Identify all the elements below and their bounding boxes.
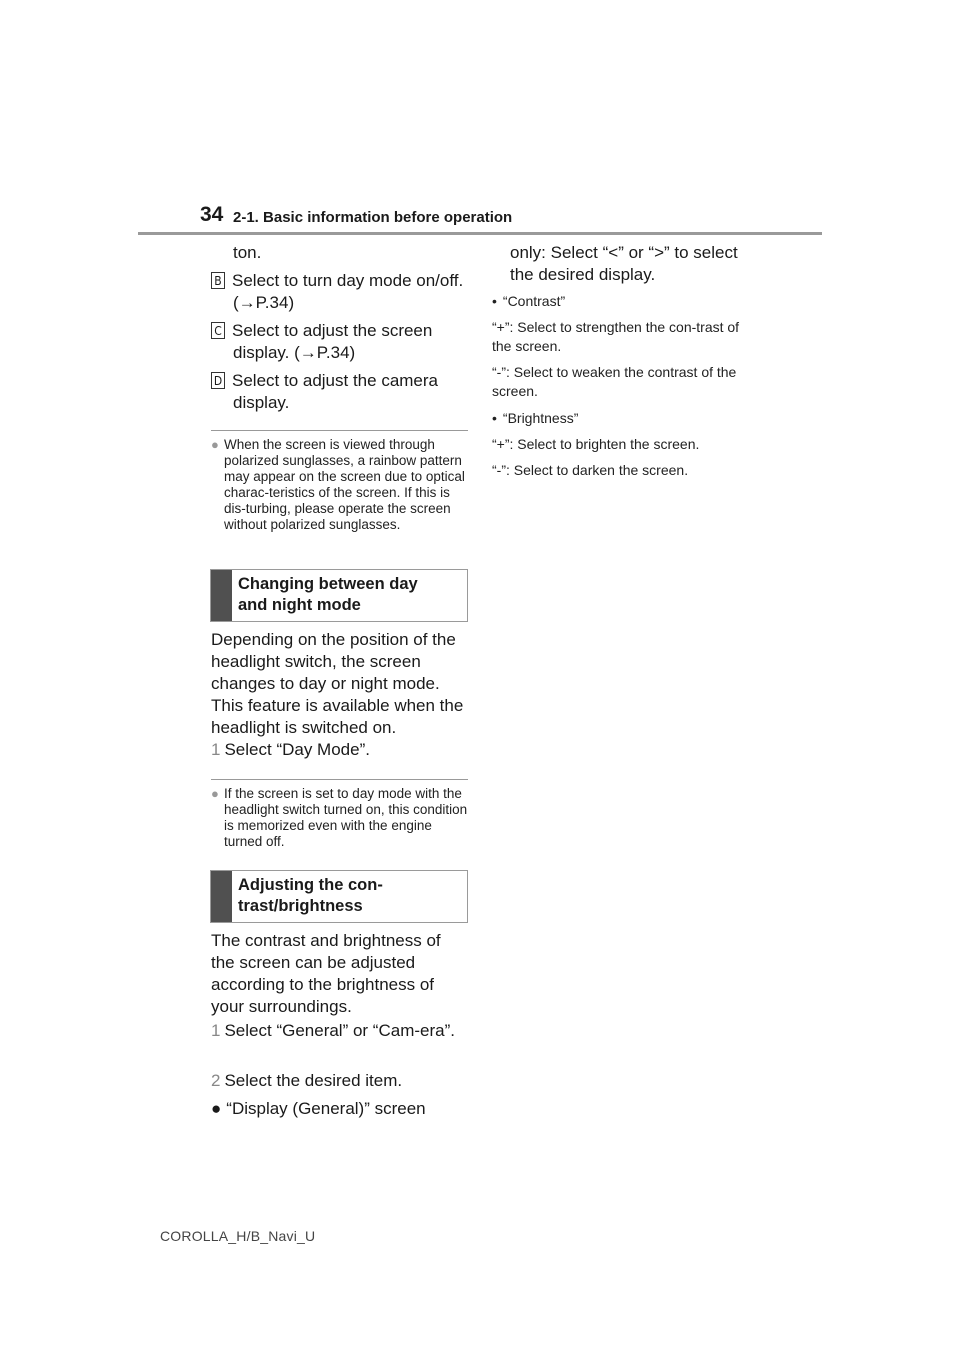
step-text: Select “General” or “Cam-era”. xyxy=(224,1021,455,1040)
callout-letter-b: B xyxy=(211,272,225,289)
note-2-text: If the screen is set to day mode with the headlight switch turned on, this condition is memorized even with the engine turned off. xyxy=(224,786,468,849)
contrast-title: “Contrast” xyxy=(502,293,566,309)
contrast-plus: “+”: Select to strengthen the con-trast of the screen. xyxy=(492,319,740,354)
display-general-item xyxy=(211,1098,426,1120)
section-2-step-2 xyxy=(211,1070,402,1092)
section-heading-contrast-brightness xyxy=(210,870,468,923)
callout-c-text: Select to adjust the screen display. (→P.34) xyxy=(232,321,433,362)
callout-c xyxy=(211,320,491,364)
right-continuation: only: Select “<” or “>” to select the desired display. xyxy=(510,243,738,284)
section-1-body: Depending on the position of the headlight switch, the screen changes to day or night mode. This feature is available when the headlight is switched on. xyxy=(211,630,464,737)
callout-b xyxy=(211,270,491,314)
note-divider xyxy=(211,779,468,780)
callout-letter-c: C xyxy=(211,322,225,339)
contrast-minus: “-”: Select to weaken the contrast of the screen. xyxy=(492,364,737,399)
section-2-body: The contrast and brightness of the screen can be adjusted according to the brightness of your surroundings. xyxy=(211,931,441,1016)
section-title: 2-1. Basic information before operation xyxy=(233,209,513,226)
intro-continuation: ton. xyxy=(233,243,262,262)
step-number: 2 xyxy=(211,1071,221,1090)
section-heading-contrast-brightness-text: Adjusting the con- trast/brightness xyxy=(238,876,383,915)
section-heading-day-night xyxy=(210,569,468,622)
note-day-mode-memorized xyxy=(211,786,468,850)
callout-d xyxy=(211,370,491,414)
note-bullet-icon: ● xyxy=(211,786,219,801)
brightness-title: “Brightness” xyxy=(502,410,579,426)
bullet-icon: ● xyxy=(211,1099,222,1118)
model-code-footer: COROLLA_H/B_Navi_U xyxy=(160,1228,316,1244)
display-general-text: “Display (General)” screen xyxy=(226,1099,426,1118)
header-divider xyxy=(138,232,822,235)
callout-letter-d: D xyxy=(211,372,225,389)
brightness-minus: “-”: Select to darken the screen. xyxy=(492,462,689,478)
brightness-plus: “+”: Select to brighten the screen. xyxy=(492,436,700,452)
page-number: 34 xyxy=(200,203,224,226)
note-bullet-icon: ● xyxy=(211,437,219,452)
bullet-icon: • xyxy=(492,410,497,426)
step-number: 1 xyxy=(211,740,221,759)
section-2-step-1 xyxy=(211,1020,473,1042)
step-text: Select the desired item. xyxy=(224,1071,403,1090)
bullet-icon: • xyxy=(492,293,497,309)
section-1-step-1 xyxy=(211,739,370,761)
callout-d-text: Select to adjust the camera display. xyxy=(232,371,439,412)
heading-marker xyxy=(211,570,232,621)
section-heading-day-night-text: Changing between day and night mode xyxy=(238,575,418,614)
brightness-item xyxy=(492,409,578,428)
step-text: Select “Day Mode”. xyxy=(224,740,370,759)
note-polarized-sunglasses xyxy=(211,437,468,533)
note-divider xyxy=(211,430,468,431)
contrast-item xyxy=(492,292,565,311)
step-number: 1 xyxy=(211,1021,221,1040)
callout-b-text: Select to turn day mode on/off. (→P.34) xyxy=(232,271,464,312)
heading-marker xyxy=(211,871,232,922)
note-1-text: When the screen is viewed through polarized sunglasses, a rainbow pattern may appear on the screen due to optical charac-teristics of the screen. If this is dis-turbing, please operate the screen without polarized sunglasses. xyxy=(224,437,465,532)
